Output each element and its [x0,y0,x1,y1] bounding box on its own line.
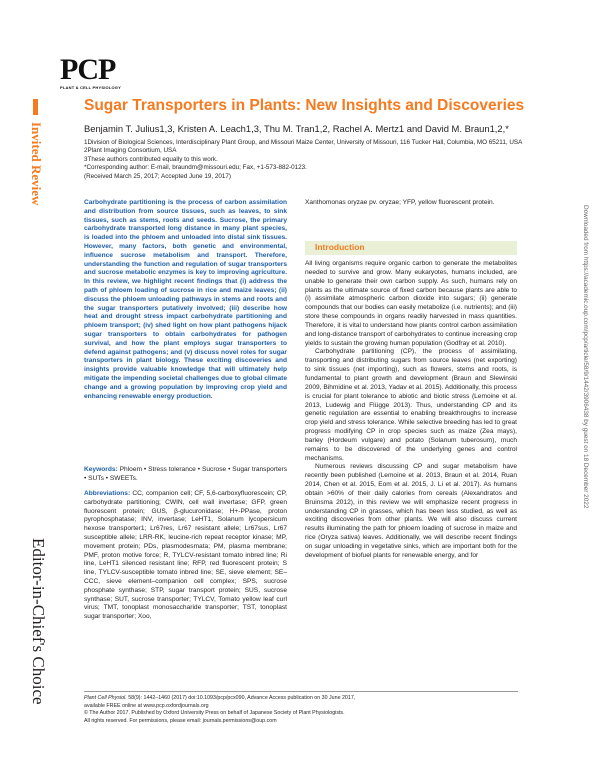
citation-line [84,695,534,703]
abstract: Carbohydrate partitioning is the process of carbon assimilation and distribution from source tissues, such as leaves, to sink tissues, such as stems, roots and seeds. Sucrose, the primary carbohydrate transported long distance in many plant species, is loaded into the phloem and unloaded into distal sink tissues. However, many factors, both genetic and environmental, influence sucrose metabolism and transport. Therefore, understanding the function and regulation of sugar transporters and sucrose metabolic enzymes is key to improving agriculture. In this review, we highlight recent findings that (i) address the path of phloem loading of sucrose in rice and maize leaves; (ii) discuss the phloem unloading pathways in stems and roots and the sugar transporters putatively involved; (iii) describe how heat and drought stress impact carbohydrate partitioning and phloem transport; (iv) shed light on how plant pathogens hijack sugar transporters to obtain carbohydrates for pathogen survival, and how the plant employs sugar transporters to defend against pathogens; and (v) discuss novel roles for sugar transporters in plant biology. These exciting discoveries and insights provide valuable knowledge that will ultimately help mitigate the impending societal challenges due to global climate change and a growing population by improving crop yield and enhancing renewable energy production. [84,199,287,400]
abbreviations-text: CC, companion cell; CF, 5,6-carboxyfluorescein; CP, carbohydrate partitioning; CWIN, cell wall invertase; GFP, green fluorescent protein; GUS, β-glucuronidase; H+-PPase, proton pyrophosphatase; INV, invertase; LeHT1, Solanum lycopersicum hexose transporter1; Lr67res, Lr67 resistant allele; Lr67sus, Lr67 susceptible allele; LRR-RK, leucine-rich repeat receptor kinase; MP, movement protein; PDs, plasmodesmata; PM, plasma membrane; PMF, proton motive force; R, TYLCV-resistant tomato inbred line; Ri line, LeHT1 silenced resistant line; RFP, red fluorescent protein; S line, TYLCV-susceptible tomato inbred line; SE, sieve element; SE–CCC, sieve element–companion cell complex; SPS, sucrose phosphate synthase; STP, sugar transport protein; SUS, sucrose synthase; SUT, sucrose transporter; TYLCV, Tomato yellow leaf curl virus; TMT, tonoplast monosaccharide transporter; TST, tonoplast sugar transporter; Xoo, [84,490,287,621]
section-heading: Introduction [315,242,365,252]
footer-divider [84,691,518,692]
journal-name: Plant Cell Physiol. [84,695,127,701]
article-title: Sugar Transporters in Plants: New Insights and Discoveries [84,97,525,114]
side-label-invited [26,122,46,222]
keywords-label: Keywords: [84,466,118,473]
download-text: Downloaded from https://academic.oup.com/pcp/article/58/9/1442/3906438 by guest on 18 December 2022 [582,205,589,509]
footer [84,695,534,725]
logo-word: PCP [60,53,116,86]
intro-paragraph: Carbohydrate partitioning (CP), the process of assimilating, transporting and distributing sugars from source leaves (net exporting) to sink tissues (net importing), such as flowers, stems and roots, is fundamental to plant growth and development (Braun and Slewinski 2009, Bihmidine et al. 2013, Yadav et al. 2015). Additionally, this process is crucial for plant tolerance to abiotic and biotic stress (Lemoine et al. 2013, Ludewig and Flügge 2013). Thus, understanding CP and its genetic regulation are essential to enabling breakthroughs to increase crop yield and stress tolerance. While selective breeding has led to great progress modifying CP in crop species such as maize (Zea mays), barley (Hordeum vulgare) and potato (Solanum tuberosum), much remains to be discovered of the underlying genes and control mechanisms. [305,348,517,462]
intro-paragraph: All living organisms require organic carbon to generate the metabolites needed to survive and grow. Many eukaryotes, humans included, are unable to generate their own carbon supply. As such, humans rely on plants as the ultimate source of fixed carbon because plants are able to (i) assimilate atmospheric carbon dioxide into sugars; (ii) generate compounds that our bodies can easily metabolize (i.e. nutrients); and (iii) store these compounds in organs readily harvested in mass quantities. Therefore, it is vital to understand how plants control carbon assimilation and long-distance transport of carbohydrates to continue increasing crop yields to sustain the growing human population (Godfray et al. 2010). [305,260,517,347]
affiliation-1: 1Division of Biological Sciences, Interdisciplinary Plant Group, and Missouri Maize Center, University of Missouri, 116 Tucker Hall, Columbia, MO 65211, USA [84,139,523,146]
received-dates: (Received March 25, 2017; Accepted June 19, 2017) [84,172,232,180]
title-accent-bar [33,99,38,115]
affiliations [84,139,534,181]
side-invited-text: Invited Review [29,122,44,206]
side-editor-text: Editor-in-Chief's Choice [29,538,48,705]
availability-line: available FREE online at www.pcp.oxfordjournals.org [84,702,209,709]
affiliation-2: 2Plant Imaging Consortium, USA [84,147,177,155]
corresponding-author: *Corresponding author: E-mail, braundm@missouri.edu; Fax, +1-573-882-0123. [84,164,307,172]
keywords [84,466,287,484]
citation-details: 58(9): 1442–1460 (2017) doi:10.1093/pcp/pcx090, Advance Access publication on 30 June 2017, [128,695,356,701]
section-header [305,241,517,255]
journal-logo [60,53,121,90]
logo-subtitle: PLANT & CELL PHYSIOLOGY [60,85,121,90]
abbreviations-label: Abbreviations: [84,490,131,497]
affiliation-3: 3These authors contributed equally to this work. [84,155,218,163]
rights-line: All rights reserved. For permissions, please email: journals.permissions@oup.com [84,717,277,724]
abbreviations-continued: Xanthomonas oryzae pv. oryzae; YFP, yellow fluorescent protein. [305,199,495,206]
abbreviations [84,490,287,622]
intro-paragraph: Numerous reviews discussing CP and sugar metabolism have recently been published (Lemoine et al. 2013, Braun et al. 2014, Ruan 2014, Chen et al. 2015, Eom et al. 2015, J. Li et al. 2017). As humans obtain >60% of their daily calories from cereals (Alexandratos and Bruinsma 2012), in this review we will emphasize recent progress in understanding CP in grasses, which has been less studied, as well as exciting discoveries from other plants. We will also discuss current results illuminating the path for phloem loading of sucrose in maize and rice (Oryza sativa) leaves. Additionally, we will describe recent findings on sugar unloading in vegetative sinks, which are important both for the development of biofuel plants for renewable energy, and for [305,463,517,559]
introduction-body [305,260,517,561]
keywords-text: Phloem • Stress tolerance • Sucrose • Sugar transporters • SUTs • SWEETs. [84,466,287,482]
copyright-line: © The Author 2017. Published by Oxford University Press on behalf of Japanese Society of Plant Physiologists. [84,710,345,717]
download-watermark [579,205,591,625]
side-label-editor [26,538,52,758]
author-list: Benjamin T. Julius1,3, Kristen A. Leach1,3, Thu M. Tran1,2, Rachel A. Mertz1 and David M. Braun1,2,* [84,123,509,134]
